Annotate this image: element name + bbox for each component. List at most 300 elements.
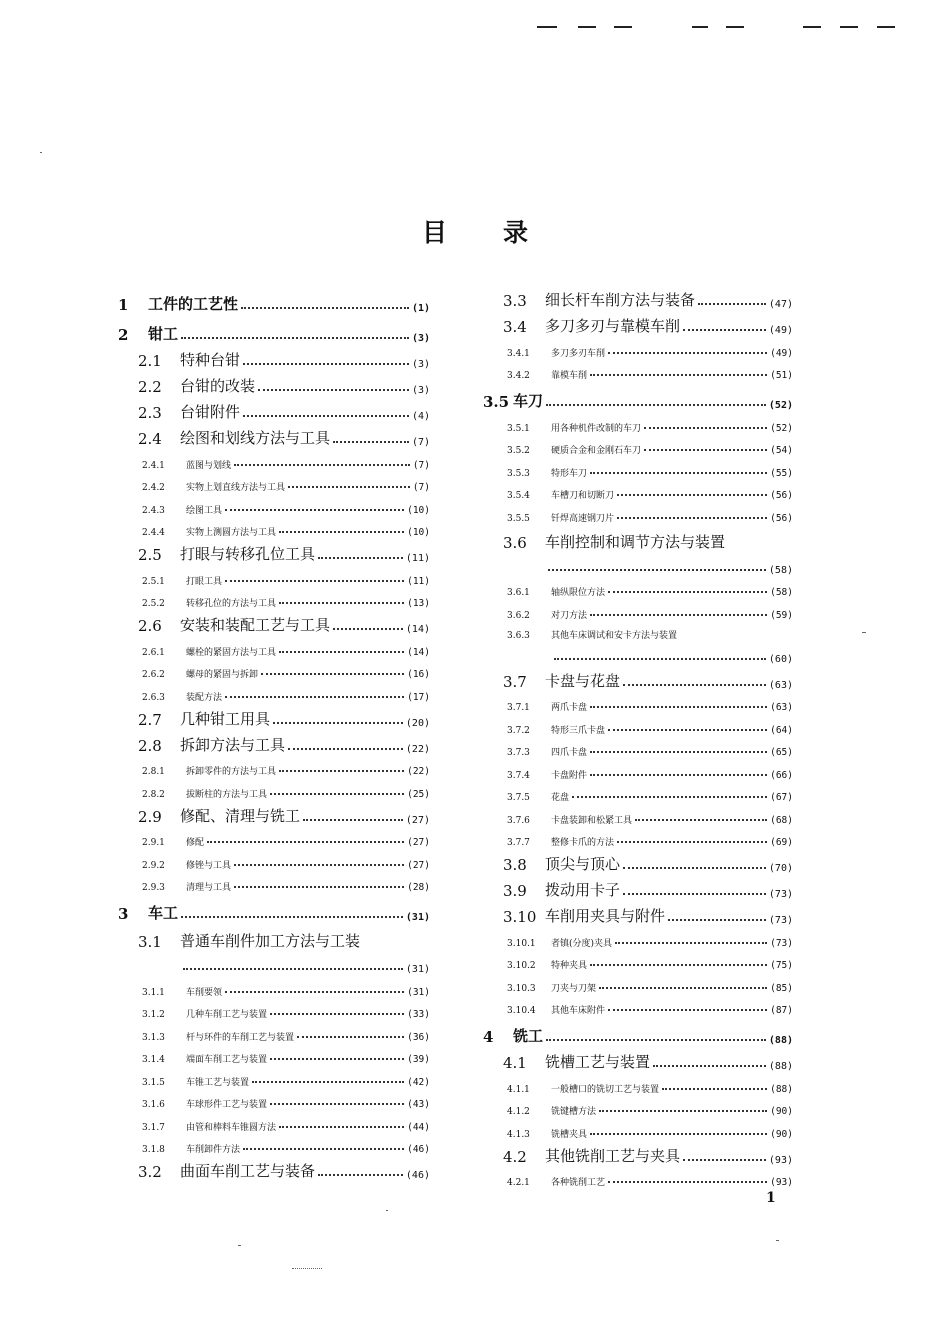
- header-rule: [877, 26, 895, 28]
- toc-entry[interactable]: [483, 826, 793, 849]
- toc-entry[interactable]: [483, 1117, 793, 1140]
- toc-entry[interactable]: [483, 434, 793, 457]
- leader-dots: [243, 415, 409, 417]
- toc-entry[interactable]: [118, 471, 430, 494]
- header-rule: [578, 26, 596, 28]
- toc-entry-number: 2: [118, 326, 129, 344]
- scan-speck: [776, 1240, 779, 1241]
- toc-entry-title: 两爪卡盘: [551, 703, 588, 713]
- toc-entry-title: 靠模车削: [551, 371, 588, 381]
- leader-dots: [261, 673, 404, 675]
- toc-entry[interactable]: [118, 1043, 430, 1066]
- toc-entry-page: (27): [407, 837, 430, 848]
- toc-entry[interactable]: [483, 1016, 793, 1046]
- toc-entry[interactable]: [118, 871, 430, 894]
- toc-entry-title: 细长杆车削方法与装备: [545, 291, 696, 309]
- toc-entry[interactable]: [483, 713, 793, 736]
- toc-entry-title: 钎焊高速钢刀片: [551, 513, 615, 524]
- toc-entry-page: (90): [770, 1106, 793, 1117]
- toc-entry-page: (44): [407, 1121, 430, 1133]
- toc-entry-page: (58): [770, 587, 793, 598]
- toc-entry[interactable]: [118, 1110, 430, 1133]
- toc-entry-page: (85): [770, 982, 793, 994]
- toc-entry-page: (67): [770, 792, 793, 803]
- toc-entry-number: 3.7: [503, 672, 527, 691]
- toc-entry-title: 曲面车削工艺与装备: [180, 1162, 316, 1180]
- toc-entry-title: 装配方法: [186, 692, 223, 703]
- toc-entry-title: 修配、清理与铣工: [180, 806, 301, 825]
- leader-dots: [252, 1081, 404, 1083]
- toc-entry-page: (31): [407, 986, 430, 998]
- toc-entry[interactable]: [118, 1065, 430, 1088]
- toc-entry[interactable]: [118, 680, 430, 703]
- toc-entry-number: 4.1.1: [507, 1084, 530, 1095]
- toc-entry-page: (46): [407, 1144, 430, 1155]
- toc-entry[interactable]: [118, 998, 430, 1021]
- toc-entry-page: (31): [405, 912, 430, 923]
- header-rule: [726, 26, 744, 28]
- leader-dots: [617, 494, 767, 496]
- toc-entry-page: (69): [770, 837, 793, 848]
- toc-entry-number: 2.2: [138, 378, 162, 396]
- toc-entry-number: 3.10.3: [507, 983, 536, 994]
- leader-dots: [590, 1133, 767, 1135]
- toc-entry-number: 2.9: [138, 807, 162, 826]
- scan-speck: [862, 632, 866, 633]
- toc-entry-number: 3.1.7: [142, 1122, 165, 1133]
- leader-dots: [635, 819, 767, 821]
- toc-entry-page: (22): [405, 743, 430, 755]
- toc-entry-number: 4.2.1: [507, 1178, 530, 1188]
- leader-dots: [333, 441, 409, 443]
- header-rule: [840, 26, 858, 28]
- toc-entry[interactable]: [483, 781, 793, 804]
- toc-entry-leader: [118, 951, 430, 975]
- toc-entry-number: 3.5.3: [507, 468, 530, 479]
- leader-dots: [270, 1058, 404, 1060]
- toc-entry[interactable]: [118, 587, 430, 610]
- toc-entry-page: (46): [405, 1170, 430, 1181]
- toc-entry[interactable]: [483, 479, 793, 502]
- toc-entry-number: 3.1: [138, 933, 162, 951]
- toc-entry-number: 2.6.3: [142, 692, 165, 703]
- leader-dots: [243, 363, 409, 365]
- toc-entry-number: 3.4: [503, 318, 527, 336]
- toc-entry-title: 特种夹具: [551, 961, 588, 971]
- leader-dots: [599, 987, 767, 989]
- toc-entry-page: (93): [770, 1177, 793, 1188]
- toc-entry-page: (7): [412, 459, 430, 471]
- toc-entry[interactable]: [118, 493, 430, 516]
- toc-entry[interactable]: [118, 800, 430, 826]
- toc-entry[interactable]: [483, 336, 793, 359]
- toc-entry-number: 4.2: [503, 1147, 527, 1166]
- toc-entry-page: (68): [770, 814, 793, 826]
- toc-entry[interactable]: [118, 703, 430, 729]
- leader-dots: [279, 651, 404, 653]
- toc-entry-page: (16): [407, 669, 430, 680]
- toc-entry-number: 3.7.1: [507, 703, 530, 713]
- toc-entry[interactable]: [118, 893, 430, 923]
- toc-entry-number: 2.6.2: [142, 670, 165, 680]
- toc-entry-title: 铣键槽方法: [551, 1107, 597, 1117]
- leader-dots: [554, 658, 766, 660]
- toc-entry-title: 铣工: [513, 1027, 544, 1045]
- header-rule: [803, 26, 821, 28]
- toc-entry-page: (87): [770, 1005, 793, 1016]
- toc-entry-page: (14): [407, 646, 430, 658]
- toc-entry-page: (27): [407, 859, 430, 871]
- toc-entry-title: 顶尖与顶心: [545, 855, 621, 873]
- toc-entry-number: 2.4.4: [142, 528, 165, 538]
- toc-entry-number: 2.5.2: [142, 599, 165, 609]
- toc-entry-page: (7): [412, 482, 430, 493]
- toc-entry[interactable]: [483, 456, 793, 479]
- toc-entry-page: (88): [768, 1061, 793, 1072]
- toc-entry[interactable]: [118, 975, 430, 998]
- toc-entry[interactable]: [483, 691, 793, 714]
- toc-entry-number: 2.5.1: [142, 576, 165, 587]
- toc-entry-number: 3.2: [138, 1163, 162, 1181]
- toc-entry-title: 安装和装配工艺与工具: [180, 616, 331, 634]
- toc-entry[interactable]: [483, 900, 793, 926]
- toc-entry[interactable]: [118, 848, 430, 871]
- scan-speck: [386, 1210, 388, 1211]
- toc-entry[interactable]: [483, 971, 793, 994]
- leader-dots: [181, 337, 409, 339]
- toc-entry-title: 硬质合金和金刚石车刀: [551, 446, 642, 456]
- toc-entry-number: 2.9.3: [142, 883, 165, 893]
- toc-entry-page: (25): [407, 788, 430, 800]
- toc-entry-title: 修锉与工具: [186, 860, 232, 871]
- toc-entry-title: 刀夹与刀架: [551, 983, 597, 994]
- leader-dots: [653, 1065, 766, 1067]
- toc-entry-page: (36): [407, 1031, 430, 1043]
- leader-dots: [698, 303, 766, 305]
- leader-dots: [270, 1103, 404, 1105]
- leader-dots: [590, 751, 767, 753]
- leader-dots: [225, 696, 404, 698]
- toc-entry-page: (56): [770, 490, 793, 501]
- toc-entry-number: 3.5.4: [507, 491, 530, 501]
- toc-entry-page: (13): [407, 598, 430, 609]
- toc-entry-title: 台钳的改装: [180, 377, 256, 395]
- toc-entry[interactable]: [483, 926, 793, 949]
- toc-entry-number: 2.8.2: [142, 789, 165, 800]
- toc-entry-number: 2.5: [138, 546, 162, 564]
- toc-entry[interactable]: [118, 1155, 430, 1181]
- toc-entry-number: 3.6.3: [507, 630, 530, 641]
- leader-dots: [615, 942, 767, 944]
- toc-entry[interactable]: [483, 576, 793, 599]
- toc-entry[interactable]: [118, 1020, 430, 1043]
- toc-entry-number: 3.7.3: [507, 748, 530, 758]
- toc-entry[interactable]: [118, 422, 430, 448]
- toc-entry-page: (39): [407, 1054, 430, 1065]
- toc-entry-number: 3: [118, 905, 129, 923]
- toc-entry[interactable]: [483, 1140, 793, 1166]
- toc-entry-page: (58): [768, 564, 793, 576]
- toc-entry-page: (42): [407, 1076, 430, 1088]
- toc-entry[interactable]: [483, 1072, 793, 1095]
- toc-entry-number: 3.4.2: [507, 371, 530, 381]
- leader-dots: [599, 1110, 767, 1112]
- toc-entry-page: (3): [411, 333, 430, 344]
- toc-entry[interactable]: [118, 1133, 430, 1156]
- leader-dots: [572, 796, 767, 798]
- toc-entry-page: (22): [407, 766, 430, 777]
- toc-entry-title: 蓝图与划线: [186, 460, 232, 471]
- toc-entry[interactable]: [483, 310, 793, 336]
- toc-entry-title: 拆卸方法与工具: [180, 735, 286, 754]
- toc-entry-number: 3.3: [503, 292, 527, 310]
- toc-entry-number: 3.4.1: [507, 348, 530, 359]
- toc-entry-page: (11): [405, 553, 430, 564]
- toc-entry-page: (65): [770, 747, 793, 758]
- leader-dots: [234, 464, 410, 466]
- toc-entry-number: 2.6.1: [142, 647, 165, 658]
- leader-dots: [623, 867, 766, 869]
- toc-entry-page: (49): [768, 325, 793, 336]
- leader-dots: [270, 793, 404, 795]
- leader-dots: [225, 580, 404, 582]
- leader-dots: [279, 531, 404, 533]
- leader-dots: [303, 819, 403, 821]
- leader-dots: [183, 968, 403, 970]
- leader-dots: [617, 517, 767, 519]
- toc-entry[interactable]: [483, 598, 793, 621]
- toc-entry[interactable]: [118, 826, 430, 849]
- toc-entry[interactable]: [118, 284, 430, 314]
- toc-entry-page: (90): [770, 1128, 793, 1140]
- leader-dots: [225, 991, 404, 993]
- toc-entry-title: 绘图工具: [186, 505, 223, 516]
- leader-dots: [683, 1159, 766, 1161]
- toc-entry-title: 台钳附件: [180, 403, 241, 421]
- toc-entry-page: (4): [411, 411, 430, 422]
- toc-entry-page: (73): [768, 889, 793, 900]
- toc-entry[interactable]: [483, 621, 793, 641]
- toc-entry-page: (7): [411, 437, 430, 448]
- toc-entry[interactable]: [483, 949, 793, 972]
- toc-entry-number: 3.5.1: [507, 423, 530, 434]
- toc-entry[interactable]: [118, 729, 430, 755]
- leader-dots: [548, 569, 766, 571]
- toc-entry-page: (28): [407, 882, 430, 893]
- toc-entry-title: 车工: [148, 904, 179, 922]
- toc-entry-title: 对刀方法: [551, 610, 588, 621]
- page-title-char: 目: [421, 218, 447, 247]
- toc-entry-page: (52): [768, 400, 793, 411]
- toc-entry[interactable]: [118, 396, 430, 422]
- toc-entry-title: 打眼与转移孔位工具: [180, 545, 316, 563]
- toc-entry-page: (88): [770, 1083, 793, 1095]
- toc-entry-title: 绘图和划线方法与工具: [180, 429, 331, 447]
- toc-entry-title: 实物上划直线方法与工具: [186, 483, 286, 493]
- toc-entry-title: 车削用夹具与附件: [545, 907, 666, 925]
- leader-dots: [662, 1088, 767, 1090]
- toc-entry-page: (51): [770, 370, 793, 381]
- leader-dots: [288, 748, 403, 750]
- toc-entry-number: 3.1.1: [142, 987, 165, 998]
- toc-entry-page: (17): [407, 691, 430, 703]
- toc-entry-page: (64): [770, 724, 793, 736]
- toc-entry-title: 轴纵限位方法: [551, 588, 606, 598]
- toc-entry-title: 特形三爪卡盘: [551, 725, 606, 736]
- leader-dots: [288, 486, 410, 488]
- toc-entry[interactable]: [483, 665, 793, 691]
- toc-entry-title: 几种钳工用具: [180, 709, 271, 728]
- toc-entry[interactable]: [483, 874, 793, 900]
- leader-dots: [668, 919, 766, 921]
- toc-entry-page: (60): [768, 653, 793, 665]
- toc-entry-title: 整修卡爪的方法: [551, 838, 615, 848]
- toc-entry-title: 车锥工艺与装置: [186, 1077, 250, 1088]
- toc-entry[interactable]: [483, 1166, 793, 1189]
- toc-entry-title: 修配: [186, 838, 205, 848]
- toc-entry[interactable]: [118, 538, 430, 564]
- toc-entry-page: (59): [770, 609, 793, 621]
- toc-entry[interactable]: [118, 516, 430, 539]
- toc-entry[interactable]: [483, 381, 793, 411]
- leader-dots: [623, 684, 766, 686]
- toc-entry-title: 钳工: [148, 325, 179, 343]
- leader-dots: [333, 628, 403, 630]
- toc-entry[interactable]: [118, 777, 430, 800]
- leader-dots: [279, 1126, 404, 1128]
- toc-entry[interactable]: [118, 609, 430, 635]
- toc-entry[interactable]: [483, 284, 793, 310]
- toc-entry[interactable]: [118, 755, 430, 778]
- toc-entry[interactable]: [118, 1088, 430, 1111]
- leader-dots: [608, 591, 767, 593]
- toc-entry[interactable]: [483, 848, 793, 874]
- toc-entry-number: 2.4.3: [142, 505, 165, 516]
- toc-entry[interactable]: [483, 803, 793, 826]
- toc-entry-number: 3.10.2: [507, 961, 536, 971]
- toc-entry-title: 花盘: [551, 793, 570, 803]
- toc-entry-number: 3.10.4: [507, 1006, 536, 1016]
- scan-speck: [292, 1268, 322, 1270]
- page-number: 1: [766, 1190, 776, 1206]
- toc-entry[interactable]: [118, 344, 430, 370]
- toc-entry-title: 由管和棒料车锥圆方法: [186, 1122, 277, 1133]
- toc-entry-page: (14): [405, 624, 430, 635]
- toc-entry[interactable]: [118, 923, 430, 951]
- toc-entry[interactable]: [118, 370, 430, 396]
- toc-entry-number: 3.1.6: [142, 1100, 165, 1110]
- toc-entry-page: (10): [407, 504, 430, 516]
- toc-entry-number: 3.9: [503, 882, 527, 900]
- toc-entry-title: 特形车刀: [551, 468, 588, 479]
- toc-entry-page: (49): [770, 347, 793, 359]
- toc-entry-number: 2.9.1: [142, 838, 165, 848]
- toc-entry-leader: [483, 641, 793, 665]
- toc-entry-page: (63): [768, 679, 793, 691]
- leader-dots: [270, 1013, 404, 1015]
- leader-dots: [318, 1174, 403, 1176]
- toc-entry[interactable]: [483, 524, 793, 552]
- toc-entry-number: 1: [118, 296, 129, 314]
- toc-entry-page: (11): [407, 575, 430, 587]
- leader-dots: [590, 774, 767, 776]
- toc-entry[interactable]: [483, 758, 793, 781]
- toc-entry-title: 工件的工艺性: [148, 295, 239, 313]
- toc-entry-title: 其他车床附件: [551, 1006, 606, 1016]
- leader-dots: [234, 886, 404, 888]
- toc-entry-leader: [483, 552, 793, 576]
- toc-entry-number: 2.3: [138, 404, 162, 422]
- toc-entry-page: (93): [768, 1154, 793, 1166]
- toc-entry-title: 车槽刀和切断刀: [551, 491, 615, 501]
- toc-entry-number: 2.1: [138, 352, 162, 370]
- toc-entry-page: (3): [411, 359, 430, 370]
- toc-entry-page: (27): [405, 814, 430, 826]
- leader-dots: [644, 449, 767, 451]
- toc-entry-title: 螺栓的紧固方法与工具: [186, 647, 277, 658]
- toc-entry-title: 拔断柱的方法与工具: [186, 789, 268, 800]
- toc-entry-page: (56): [770, 512, 793, 524]
- leader-dots: [241, 307, 409, 309]
- leader-dots: [590, 374, 767, 376]
- toc-entry-number: 3.6.1: [507, 588, 530, 598]
- toc-entry[interactable]: [118, 314, 430, 344]
- toc-entry-number: 3.5.5: [507, 513, 530, 524]
- toc-entry[interactable]: [483, 359, 793, 382]
- toc-entry-title: 铣槽夹具: [551, 1129, 588, 1140]
- toc-entry[interactable]: [483, 1095, 793, 1118]
- leader-dots: [590, 964, 767, 966]
- toc-entry[interactable]: [118, 448, 430, 471]
- toc-entry-page: (63): [770, 702, 793, 713]
- toc-entry[interactable]: [483, 411, 793, 434]
- toc-entry-title: 清理与工具: [186, 883, 232, 893]
- toc-entry-page: (10): [407, 527, 430, 538]
- leader-dots: [617, 841, 767, 843]
- toc-entry-title: 车削控制和调节方法与装置: [545, 532, 726, 551]
- toc-entry-number: 3.8: [503, 856, 527, 874]
- toc-entry-page: (66): [770, 769, 793, 781]
- toc-entry[interactable]: [483, 501, 793, 524]
- toc-entry[interactable]: [118, 564, 430, 587]
- leader-dots: [608, 352, 767, 354]
- leader-dots: [273, 722, 403, 724]
- leader-dots: [297, 1036, 404, 1038]
- toc-entry[interactable]: [118, 658, 430, 681]
- toc-entry-number: 2.4: [138, 430, 162, 448]
- toc-entry-number: 3.6: [503, 533, 527, 552]
- toc-entry[interactable]: [118, 635, 430, 658]
- toc-entry[interactable]: [483, 994, 793, 1017]
- leader-dots: [225, 509, 404, 511]
- toc-entry[interactable]: [483, 1046, 793, 1072]
- toc-entry-page: (3): [411, 385, 430, 396]
- scan-speck: [238, 1245, 241, 1246]
- toc-entry-title: 多刀多刃与靠模车削: [545, 317, 681, 335]
- toc-entry-title: 多刀多刃车削: [551, 348, 606, 359]
- leader-dots: [623, 893, 766, 895]
- toc-entry-title: 打眼工具: [186, 576, 223, 587]
- toc-entry-number: 3.10.1: [507, 938, 536, 949]
- leader-dots: [258, 389, 409, 391]
- toc-entry-page: (47): [768, 299, 793, 310]
- toc-entry-number: 4: [483, 1028, 494, 1046]
- leader-dots: [279, 770, 404, 772]
- toc-entry-title: 各种铣削工艺: [551, 1178, 606, 1188]
- toc-left-column: [118, 284, 430, 1181]
- toc-entry-number: 3.6.2: [507, 610, 530, 621]
- toc-entry[interactable]: [483, 736, 793, 759]
